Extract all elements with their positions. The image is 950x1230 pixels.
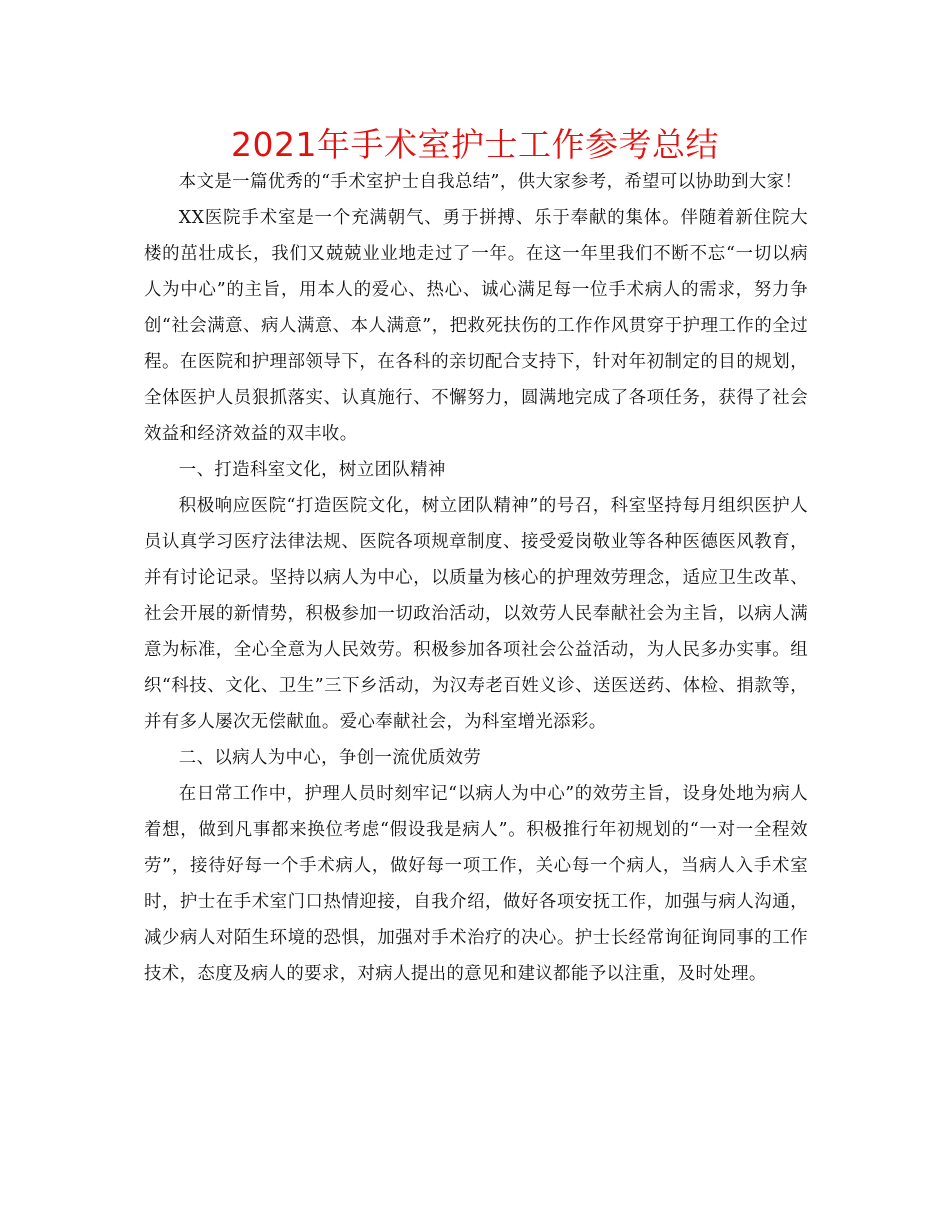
body-paragraph-3: 在日常工作中，护理人员时刻牢记“以病人为中心”的效劳主旨，设身处地为病人着想，做到凡事都来换位考虑“假设我是病人”。积极推行年初规划的“一对一全程效劳”，接待好每一个手术病人，做好每一项工作，关心每一个病人，当病人入手术室时，护士在手术室门口热情迎接，自我介绍，做好各项安抚工作，加强与病人沟通，减少病人对陌生环境的恐惧，加强对手术治疗的决心。护士长经常询征询同事的工作技术，态度及病人的要求，对病人提出的意见和建议都能予以注重，及时处理。	[144, 784, 808, 984]
body-paragraph-1: XX医院手术室是一个充满朝气、勇于拼搏、乐于奉献的集体。伴随着新住院大楼的茁壮成长，我们又兢兢业业地走过了一年。在这一年里我们不断不忘“一切以病人为中心”的主旨，用本人的爱心、热心、诚心满足每一位手术病人的需求，努力争创“社会满意、病人满意、本人满意”，把救死扶伤的工作作风贯穿于护理工作的全过程。在医院和护理部领导下，在各科的亲切配合支持下，针对年初制定的目的规划，全体医护人员狠抓落实、认真施行、不懈努力，圆满地完成了各项任务，获得了社会效益和经济效益的双丰收。	[144, 208, 808, 444]
document-title: 2021年手术室护士工作参考总结	[231, 125, 719, 164]
body-paragraph-2: 积极响应医院“打造医院文化，树立团队精神”的号召，科室坚持每月组织医护人员认真学习医疗法律法规、医院各项规章制度、接受爱岗敬业等各种医德医风教育，并有讨论记录。坚持以病人为中心，以质量为核心的护理效劳理念，适应卫生改革、社会开展的新情势，积极参加一切政治活动，以效劳人民奉献社会为主旨，以病人满意为标准，全心全意为人民效劳。积极参加各项社会公益活动，为人民多办实事。组织“科技、文化、卫生”三下乡活动，为汉寿老百姓义诊、送医送药、体检、捐款等，并有多人屡次无偿献血。爱心奉献社会，为科室增光添彩。	[144, 496, 808, 732]
intro-paragraph: 本文是一篇优秀的“手术室护士自我总结”，供大家参考，希望可以协助到大家！	[178, 172, 803, 192]
section-heading-2: 二、以病人为中心，争创一流优质效劳	[178, 748, 482, 768]
section-heading-1: 一、打造科室文化，树立团队精神	[178, 460, 446, 480]
document-body	[144, 164, 808, 992]
